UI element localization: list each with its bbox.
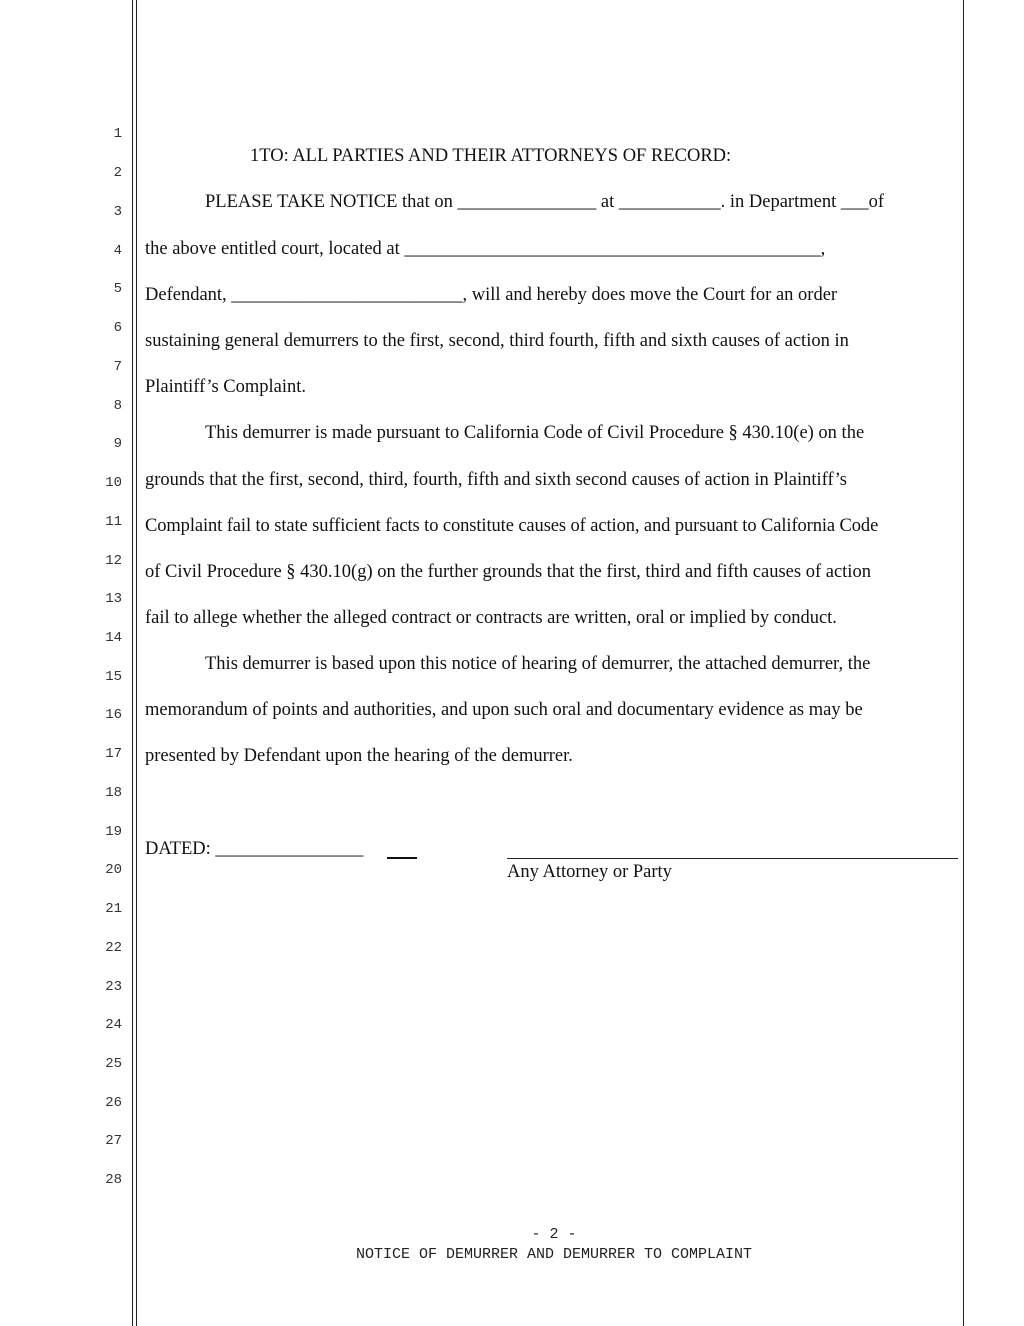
- basis-paragraph-line: This demurrer is based upon this notice of hearing of demurrer, the attached demurrer, the: [205, 654, 871, 674]
- basis-paragraph-line: presented by Defendant upon the hearing of the demurrer.: [145, 746, 573, 766]
- line-number: 4: [113, 243, 122, 259]
- grounds-paragraph-line: grounds that the first, second, third, fourth, fifth and sixth second causes of action in Plaintiff’s: [145, 470, 848, 490]
- signature-line: [507, 858, 958, 859]
- signature-label: Any Attorney or Party: [507, 862, 672, 882]
- line-number: 25: [105, 1056, 122, 1072]
- grounds-paragraph-line: This demurrer is made pursuant to California Code of Civil Procedure § 430.10(e) on the: [205, 423, 865, 443]
- line-number: 22: [105, 940, 122, 956]
- line-number: 15: [105, 669, 122, 685]
- line-number: 16: [105, 707, 122, 723]
- notice-paragraph-line: sustaining general demurrers to the first, second, third fourth, fifth and sixth causes of action in: [145, 331, 849, 351]
- line-number: 13: [105, 591, 122, 607]
- line-number: 24: [105, 1017, 122, 1033]
- line-number: 18: [105, 785, 122, 801]
- line-number: 8: [113, 398, 122, 414]
- line-number: 21: [105, 901, 122, 917]
- dated-line: DATED: ________________: [145, 839, 364, 859]
- line-number: 23: [105, 979, 122, 995]
- line-number: 12: [105, 553, 122, 569]
- left-margin-rule-outer: [132, 0, 133, 1326]
- grounds-paragraph-line: fail to allege whether the alleged contract or contracts are written, oral or implied by conduct.: [145, 608, 837, 628]
- line-number: 1: [113, 126, 122, 142]
- line-number: 11: [105, 514, 122, 530]
- footer-title: NOTICE OF DEMURRER AND DEMURRER TO COMPLAINT: [355, 1246, 753, 1263]
- line-number: 17: [105, 746, 122, 762]
- line-number: 6: [113, 320, 122, 336]
- notice-paragraph-line: the above entitled court, located at _____________________________________________,: [145, 239, 826, 259]
- line-number: 28: [105, 1172, 122, 1188]
- line-number: 3: [113, 204, 122, 220]
- line-number: 9: [113, 436, 122, 452]
- dated-underline: [387, 857, 417, 859]
- line-number: 5: [113, 281, 122, 297]
- line-number: 14: [105, 630, 122, 646]
- right-margin-rule: [963, 0, 964, 1326]
- grounds-paragraph-line: of Civil Procedure § 430.10(g) on the further grounds that the first, third and fifth causes of action: [145, 562, 871, 582]
- line-number: 26: [105, 1095, 122, 1111]
- line-number: 10: [105, 475, 122, 491]
- notice-paragraph-line: Defendant, _________________________, will and hereby does move the Court for an order: [145, 285, 838, 305]
- notice-paragraph-line: PLEASE TAKE NOTICE that on _______________ at ___________. in Department ___of: [205, 192, 885, 212]
- line-number: 20: [105, 862, 122, 878]
- basis-paragraph-line: memorandum of points and authorities, and upon such oral and documentary evidence as may be: [145, 700, 863, 720]
- line-number: 7: [113, 359, 122, 375]
- left-margin-rule-inner: [136, 0, 137, 1326]
- notice-paragraph-line: Plaintiff’s Complaint.: [145, 377, 307, 397]
- grounds-paragraph-line: Complaint fail to state sufficient facts to constitute causes of action, and pursuant to California Code: [145, 516, 879, 536]
- salutation-heading: 1TO: ALL PARTIES AND THEIR ATTORNEYS OF RECORD:: [250, 146, 732, 166]
- page-number: - 2 -: [531, 1226, 577, 1243]
- line-number: 19: [105, 824, 122, 840]
- line-number: 2: [113, 165, 122, 181]
- line-number: 27: [105, 1133, 122, 1149]
